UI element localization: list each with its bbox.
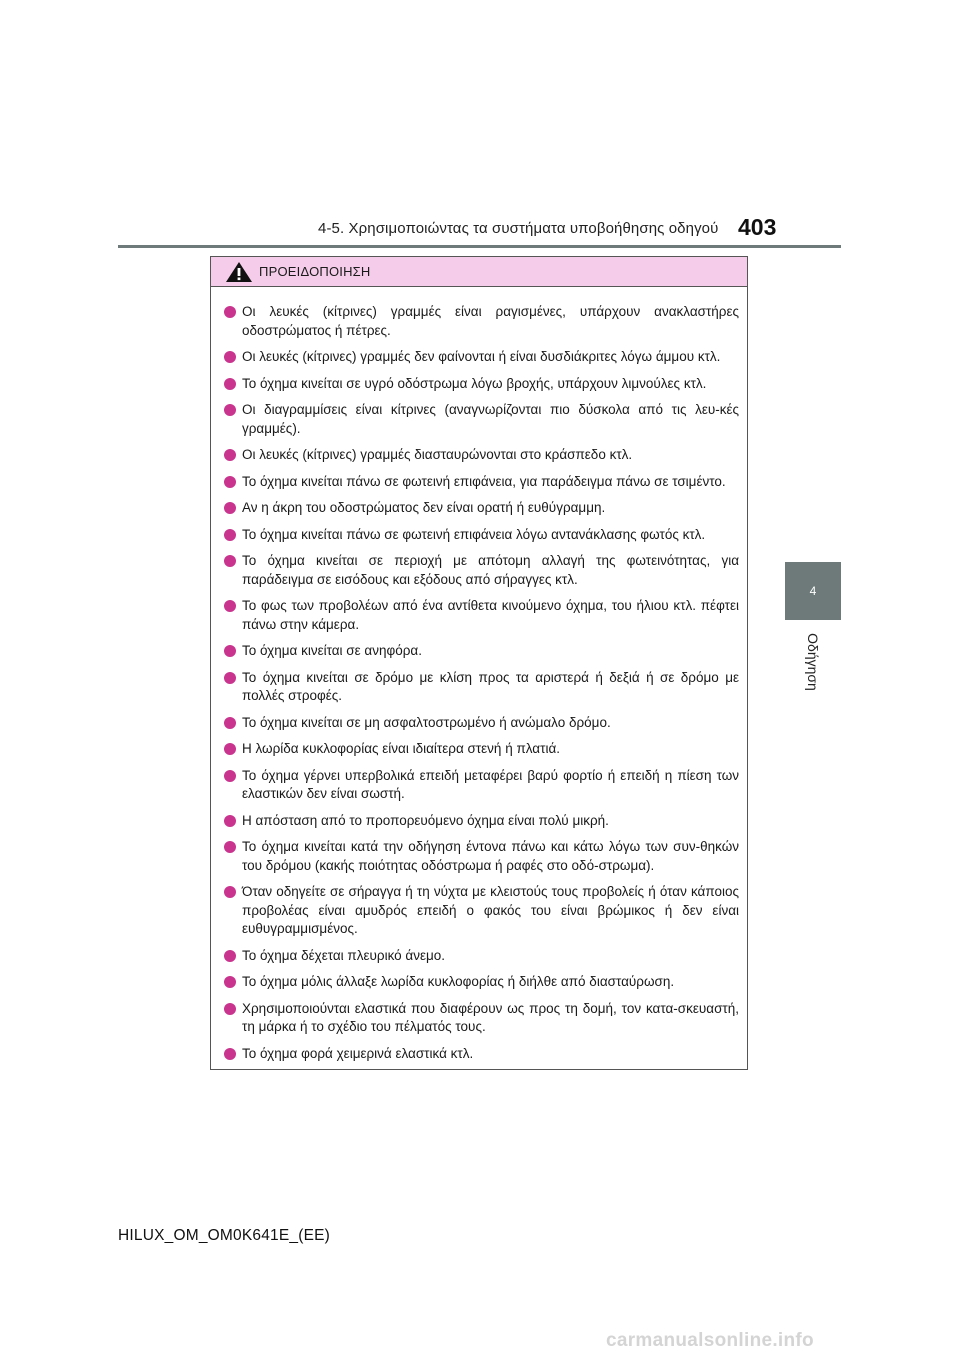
bullet-icon — [224, 841, 236, 853]
warning-item-text: Οι λευκές (κίτρινες) γραμμές δεν φαίνονται ή είναι δυσδιάκριτες λόγω άμμου κτλ. — [242, 349, 721, 364]
bullet-icon — [224, 476, 236, 488]
warning-item — [224, 642, 739, 661]
manual-code: HILUX_OM_OM0K641E_(EE) — [118, 1227, 331, 1244]
bullet-icon — [224, 886, 236, 898]
bullet-icon — [224, 502, 236, 514]
warning-item — [224, 812, 739, 831]
warning-item — [224, 303, 739, 340]
warning-item-text: Το όχημα μόλις άλλαξε λωρίδα κυκλοφορίας ή διήλθε από διασταύρωση. — [242, 974, 675, 989]
bullet-icon — [224, 306, 236, 318]
warning-item-text: Το όχημα δέχεται πλευρικό άνεμο. — [242, 947, 446, 963]
warning-item-text: Η λωρίδα κυκλοφορίας είναι ιδιαίτερα στενή ή πλατιά. — [242, 741, 561, 756]
chapter-title — [790, 632, 836, 692]
warning-item-text: Το όχημα κινείται πάνω σε φωτεινή επιφάνεια λόγω αντανάκλασης φωτός κτλ. — [242, 526, 706, 542]
warning-item-text: Το όχημα γέρνει υπερβολικά επειδή μεταφέρει βαρύ φορτίο ή επειδή η πίεση των ελαστικών δεν είναι σωστή. — [242, 767, 739, 801]
warning-item-text: Το όχημα κινείται σε ανηφόρα. — [242, 643, 422, 658]
warning-item — [224, 446, 739, 465]
warning-item — [224, 526, 739, 545]
warning-item — [224, 767, 739, 804]
warning-item-text: Οι λευκές (κίτρινες) γραμμές είναι ραγισμένες, υπάρχουν ανακλαστήρες οδοστρώματος ή πέτρες. — [242, 304, 739, 338]
warning-item-text: Το όχημα κινείται σε δρόμο με κλίση προς τα αριστερά ή δεξιά ή σε δρόμο με πολλές στροφές. — [242, 669, 739, 703]
bullet-icon — [224, 351, 236, 363]
warning-item — [224, 401, 739, 438]
bullet-icon — [224, 378, 236, 390]
bullet-icon — [224, 1003, 236, 1015]
warning-item-text: Όταν οδηγείτε σε σήραγγα ή τη νύχτα με κλειστούς τους προβολείς ή όταν κάποιος προβολέας είναι αμυδρός επειδή ο φακός του είναι βρώμικος ή δεν είναι ευθυγραμμισμένος. — [242, 884, 739, 936]
warning-header — [211, 257, 747, 287]
bullet-icon — [224, 717, 236, 729]
warning-box — [210, 256, 748, 1070]
warning-item — [224, 552, 739, 589]
warning-triangle-icon — [225, 261, 253, 283]
warning-item-text: Οι λευκές (κίτρινες) γραμμές διασταυρώνονται στο κράσπεδο κτλ. — [242, 447, 633, 462]
watermark: carmanualsonline.info — [606, 1330, 814, 1351]
bullet-icon — [224, 645, 236, 657]
warning-item-text: Οι διαγραμμίσεις είναι κίτρινες (αναγνωρίζονται πιο δύσκολα από τις λευ-κές γραμμές). — [242, 402, 739, 436]
warning-item — [224, 473, 739, 492]
warning-item-text: Η απόσταση από το προπορευόμενο όχημα είναι πολύ μικρή. — [242, 812, 609, 828]
warning-item-text: Το όχημα κινείται σε υγρό οδόστρωμα λόγω βροχής, υπάρχουν λιμνούλες κτλ. — [242, 375, 707, 391]
warning-list — [211, 287, 747, 1063]
warning-item — [224, 499, 739, 518]
warning-item — [224, 740, 739, 759]
warning-item — [224, 597, 739, 634]
warning-item-text: Το όχημα κινείται σε περιοχή με απότομη αλλαγή της φωτεινότητας, για παράδειγμα σε εισόδους και εξόδους από σήραγγες κτλ. — [242, 553, 739, 587]
warning-item-text: Αν η άκρη του οδοστρώματος δεν είναι ορατή ή ευθύγραμμη. — [242, 500, 606, 515]
chapter-title-text: Οδήγηση — [805, 633, 821, 691]
warning-item-text: Το όχημα φορά χειμερινά ελαστικά κτλ. — [242, 1045, 474, 1061]
warning-item-text: Το όχημα κινείται πάνω σε φωτεινή επιφάνεια, για παράδειγμα πάνω σε τσιμέντο. — [242, 473, 726, 489]
page-number: 403 — [738, 214, 777, 240]
bullet-icon — [224, 770, 236, 782]
warning-item-text: Το φως των προβολέων από ένα αντίθετα κινούμενο όχημα, του ήλιου κτλ. πέφτει πάνω στην κάμερα. — [242, 598, 739, 632]
section-title: 4-5. Χρησιμοποιώντας τα συστήματα υποβοήθησης οδηγού — [318, 220, 719, 237]
bullet-icon — [224, 404, 236, 416]
warning-item — [224, 883, 739, 939]
bullet-icon — [224, 743, 236, 755]
warning-title: ΠΡΟΕΙΔΟΠΟΙΗΣΗ — [259, 264, 371, 279]
header-divider — [118, 245, 841, 248]
warning-item — [224, 669, 739, 706]
bullet-icon — [224, 672, 236, 684]
bullet-icon — [224, 1048, 236, 1060]
warning-item-text: Χρησιμοποιούνται ελαστικά που διαφέρουν ως προς τη δομή, τον κατα-σκευαστή, τη μάρκα ή το σχέδιο του πέλματός τους. — [242, 1000, 739, 1034]
warning-item-text: Το όχημα κινείται κατά την οδήγηση έντονα πάνω και κάτω λόγω των συν-θηκών του δρόμου (κακής ποιότητας οδόστρωμα ή ραφές στο οδό-στρωμα). — [242, 839, 739, 873]
warning-item — [224, 947, 739, 966]
bullet-icon — [224, 555, 236, 567]
bullet-icon — [224, 449, 236, 461]
warning-item — [224, 348, 739, 367]
bullet-icon — [224, 950, 236, 962]
warning-item — [224, 1045, 739, 1064]
bullet-icon — [224, 976, 236, 988]
warning-item — [224, 1000, 739, 1037]
bullet-icon — [224, 815, 236, 827]
warning-item — [224, 714, 739, 733]
chapter-tab: 4 — [785, 562, 841, 620]
bullet-icon — [224, 529, 236, 541]
warning-item-text: Το όχημα κινείται σε μη ασφαλτοστρωμένο ή ανώμαλο δρόμο. — [242, 714, 611, 730]
warning-item — [224, 375, 739, 394]
warning-item — [224, 838, 739, 875]
warning-item — [224, 973, 739, 992]
bullet-icon — [224, 600, 236, 612]
